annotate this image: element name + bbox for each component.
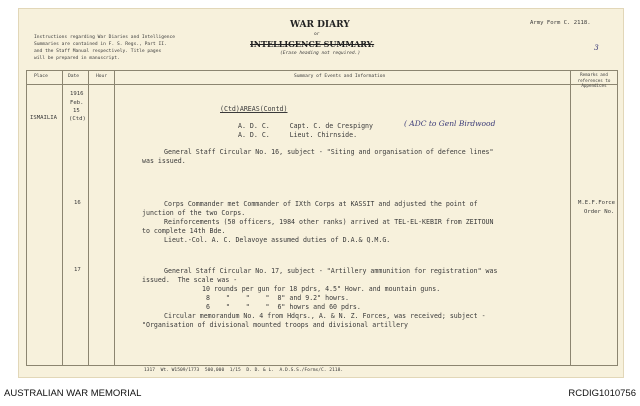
- col-rule-summary: [570, 70, 571, 365]
- title-or: or: [314, 32, 320, 37]
- entry-17-line-7: "Organisation of divisional mounted troops and divisional artillery: [142, 321, 408, 329]
- remarks-line-1: M.E.F.Force: [578, 200, 616, 206]
- date-17: 17: [74, 267, 81, 273]
- staff-line-2: A. D. C. Lieut. Chirnside.: [238, 131, 358, 139]
- instructions-line-2: Summaries are contained in F. S. Regs., Part II.: [34, 42, 167, 47]
- instructions-line-3: and the Staff Manual respectively. Title pages: [34, 49, 162, 54]
- entry-16-line-2: junction of the two Corps.: [142, 209, 246, 217]
- col-header-date: Date: [68, 74, 80, 79]
- date-16: 16: [74, 200, 81, 206]
- entry-17-line-4: 8 " " " 8" and 9.2" howrs.: [206, 294, 349, 302]
- col-header-place: Place: [34, 74, 48, 79]
- diary-page: [18, 8, 624, 378]
- col-header-summary: Summary of Events and Information: [294, 74, 386, 79]
- date-continued: (Ctd): [69, 116, 86, 122]
- footer-institution: AUSTRALIAN WAR MEMORIAL: [4, 388, 142, 399]
- entry-heading: (Ctd)AREAS(Contd): [220, 105, 288, 113]
- place-ismailia: ISMAILIA: [30, 115, 57, 121]
- handwritten-annotation: ( ADC to Genl Birdwood: [404, 119, 496, 128]
- entry-16-line-1: Corps Commander met Commander of IXth Corps at KASSIT and adjusted the point of: [164, 200, 478, 208]
- col-rule-hour: [114, 70, 115, 365]
- col-rule-right: [617, 70, 618, 365]
- circular-16-line-2: was issued.: [142, 157, 186, 165]
- page-number-mark: 3: [594, 43, 599, 52]
- circular-16-line-1: General Staff Circular No. 16, subject - "Siting and organisation of defence lines": [164, 148, 494, 156]
- instructions-line-4: will be prepared in manuscript.: [34, 56, 120, 61]
- diary-title: WAR DIARY: [290, 20, 350, 30]
- col-rule-place: [62, 70, 63, 365]
- diary-subtitle: INTELLIGENCE SUMMARY.: [250, 39, 375, 49]
- date-day: 15: [73, 108, 80, 114]
- date-year: 1916: [70, 91, 84, 97]
- col-rule-date: [88, 70, 89, 365]
- subtitle-note: (Erase heading not required.): [280, 51, 361, 56]
- army-form-number: Army Form C. 2118.: [530, 20, 591, 26]
- print-note: 1317 Wt. W1509/1773 500,000 1/15 D. D. & L. A.D.S.S./Forms/C. 2118.: [144, 368, 344, 373]
- entry-17-line-5: 6 " " " 6" howrs and 60 pdrs.: [206, 303, 361, 311]
- footer-record-id: RCDIG1010756: [568, 388, 636, 399]
- remarks-line-2: Order No.: [584, 209, 615, 215]
- entry-16-line-5: Lieut.-Col. A. C. Delavoye assumed duties of D.A.& Q.M.G.: [164, 236, 391, 244]
- entry-17-line-3: 10 rounds per gun for 18 pdrs, 4.5" Howr. and mountain guns.: [202, 285, 441, 293]
- col-header-remarks: Remarks and references to Appendices: [577, 72, 611, 88]
- entry-16-line-4: to complete 14th Bde.: [142, 227, 226, 235]
- instructions-line-1: Instructions regarding War Diaries and Intelligence: [34, 35, 176, 40]
- col-rule-left: [26, 70, 27, 365]
- entry-17-line-1: General Staff Circular No. 17, subject - "Artillery ammunition for registration" was: [164, 267, 498, 275]
- entry-17-line-6: Circular memorandum No. 4 from Hdqrs., A. & N. Z. Forces, was received; subject -: [164, 312, 486, 320]
- entry-17-line-2: issued. The scale was -: [142, 276, 238, 284]
- entry-16-line-3: Reinforcements (50 officers, 1984 other ranks) arrived at TEL-EL-KEBIR from ZEITOUN: [164, 218, 494, 226]
- table-rule-bottom: [26, 365, 618, 366]
- date-month: Feb.: [70, 100, 84, 106]
- staff-line-1: A. D. C. Capt. C. de Crespigny: [238, 122, 373, 130]
- col-header-hour: Hour: [96, 74, 108, 79]
